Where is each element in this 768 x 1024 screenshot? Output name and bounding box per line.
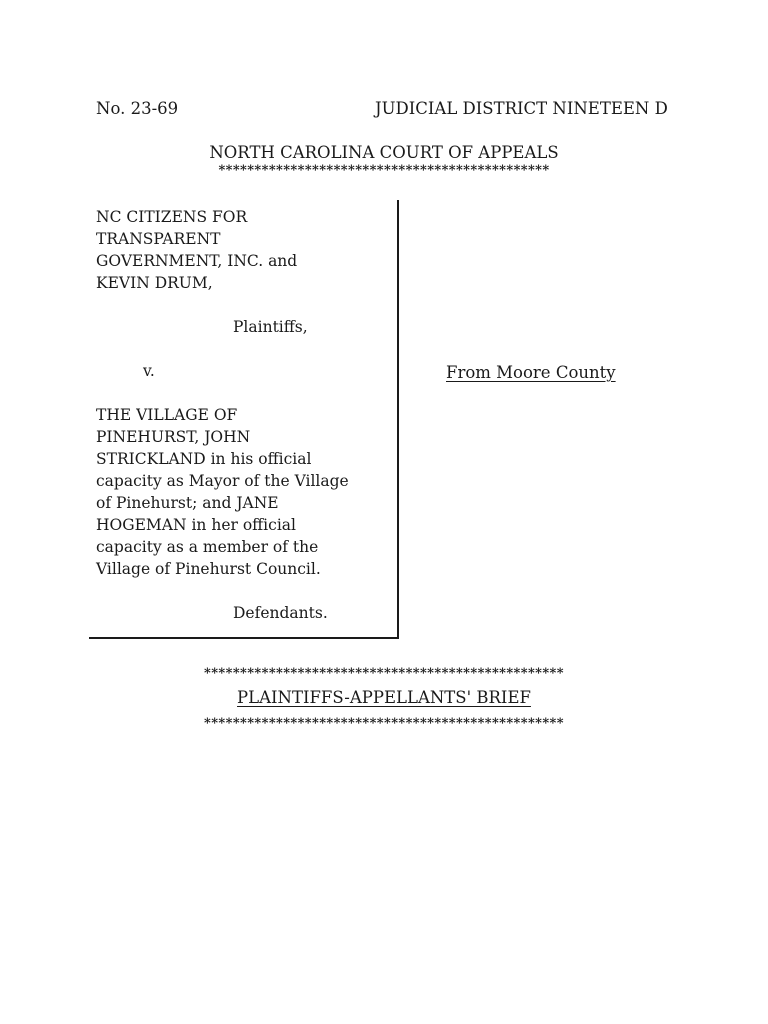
defendant-line: STRICKLAND in his official <box>96 450 312 468</box>
defendant-line: capacity as a member of the <box>96 538 319 556</box>
defendants-role: Defendants. <box>233 604 328 622</box>
defendant-line: PINEHURST, JOHN <box>96 428 251 446</box>
plaintiff-line: KEVIN DRUM, <box>96 274 213 292</box>
plaintiff-line: NC CITIZENS FOR <box>96 208 248 226</box>
caption-vertical-rule <box>397 200 399 639</box>
case-caption-parties <box>96 206 366 624</box>
defendant-line: THE VILLAGE OF <box>96 406 238 424</box>
defendant-line: Village of Pinehurst Council. <box>96 560 321 578</box>
plaintiff-line: TRANSPARENT <box>96 230 221 248</box>
brief-title <box>0 688 768 707</box>
defendant-line: capacity as Mayor of the Village <box>96 472 349 490</box>
county-of-origin: From Moore County <box>446 363 616 382</box>
judicial-district: JUDICIAL DISTRICT NINETEEN D <box>375 99 668 118</box>
plaintiffs-role: Plaintiffs, <box>233 318 308 336</box>
caption-horizontal-rule <box>89 637 399 639</box>
versus-marker: v. <box>143 362 155 380</box>
defendant-line: HOGEMAN in her official <box>96 516 296 534</box>
separator-stars-after-title: ************************************************** <box>204 716 564 731</box>
court-name: NORTH CAROLINA COURT OF APPEALS <box>209 143 559 162</box>
plaintiff-line: GOVERNMENT, INC. and <box>96 252 298 270</box>
brief-title-text: PLAINTIFFS-APPELLANTS' BRIEF <box>237 688 531 707</box>
separator-stars-top: ********************************************** <box>218 163 550 178</box>
separator-stars-before-title: ************************************************** <box>204 666 564 681</box>
defendant-line: of Pinehurst; and JANE <box>96 494 279 512</box>
docket-number: No. 23-69 <box>96 99 179 118</box>
